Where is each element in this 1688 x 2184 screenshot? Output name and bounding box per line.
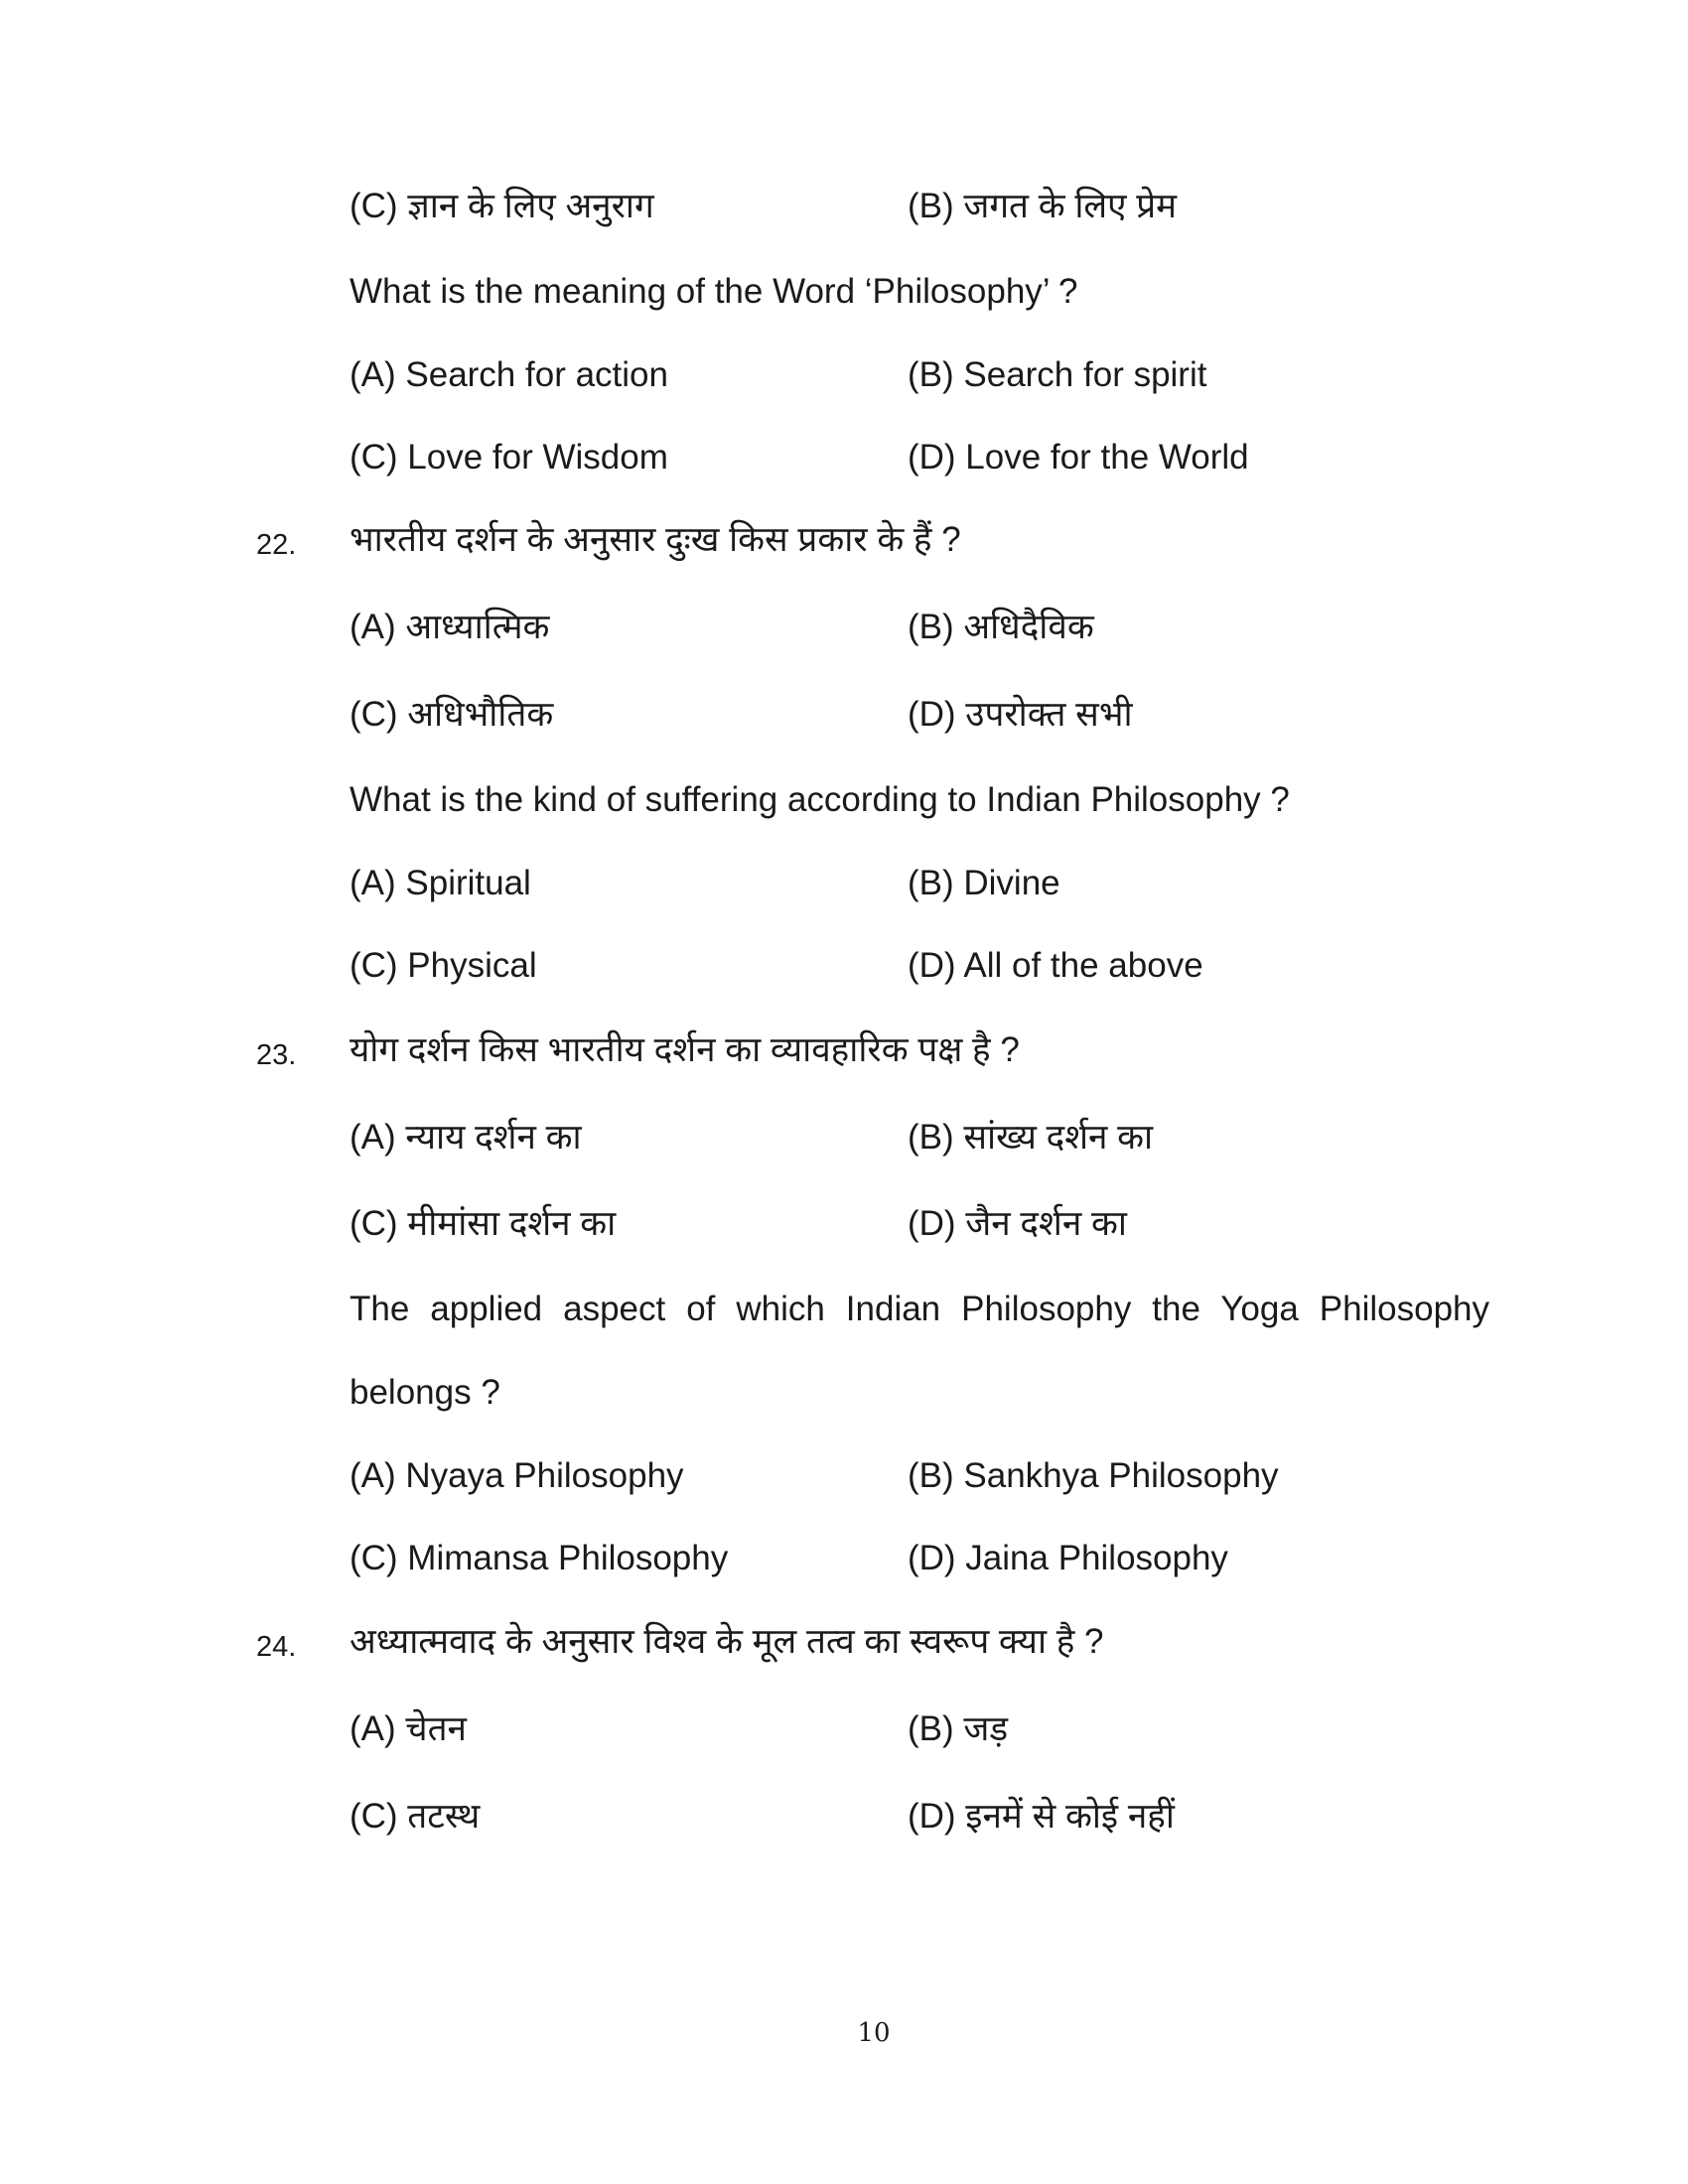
question-text-english: What is the kind of suffering according to Indian Philosophy ? bbox=[350, 780, 1290, 819]
option-a-hindi: (A) न्याय दर्शन का bbox=[350, 1118, 582, 1157]
option-c-hindi: (C) तटस्थ bbox=[350, 1797, 481, 1836]
option-a-english: (A) Search for action bbox=[350, 355, 668, 394]
option-d-hindi: (D) उपरोक्त सभी bbox=[908, 695, 1133, 734]
question-text-hindi: योग दर्शन किस भारतीय दर्शन का व्यावहारिक पक्ष है ? bbox=[350, 1030, 1020, 1069]
option-c-english: (C) Physical bbox=[350, 946, 537, 985]
option-b-hindi: (B) अधिदैविक bbox=[908, 608, 1094, 646]
question-number: 22. bbox=[256, 529, 297, 561]
option-b-english: (B) Divine bbox=[908, 864, 1060, 902]
option-c-english: (C) Love for Wisdom bbox=[350, 438, 668, 477]
option-d-english: (D) Love for the World bbox=[908, 438, 1249, 477]
question-number: 24. bbox=[256, 1631, 297, 1663]
option-a-hindi: (A) आध्यात्मिक bbox=[350, 608, 550, 646]
option-a-english: (A) Nyaya Philosophy bbox=[350, 1456, 684, 1495]
option-c-english: (C) Mimansa Philosophy bbox=[350, 1539, 729, 1577]
question-text-english-continued: belongs ? bbox=[350, 1373, 500, 1412]
question-text-hindi: अध्यात्मवाद के अनुसार विश्व के मूल तत्व का स्वरूप क्या है ? bbox=[350, 1622, 1104, 1661]
option-d-english: (D) All of the above bbox=[908, 946, 1203, 985]
option-b-hindi: (B) जगत के लिए प्रेम bbox=[908, 187, 1178, 225]
option-b-english: (B) Search for spirit bbox=[908, 355, 1207, 394]
option-a-hindi: (A) चेतन bbox=[350, 1709, 467, 1748]
question-text-english: The applied aspect of which Indian Philosophy the Yoga Philosophy bbox=[350, 1290, 1489, 1328]
question-text-hindi: भारतीय दर्शन के अनुसार दुःख किस प्रकार के हैं ? bbox=[350, 520, 961, 559]
option-b-hindi: (B) जड़ bbox=[908, 1709, 1009, 1748]
option-b-hindi: (B) सांख्य दर्शन का bbox=[908, 1118, 1154, 1157]
option-c-hindi: (C) अधिभौतिक bbox=[350, 695, 554, 734]
question-text-english: What is the meaning of the Word ‘Philosophy’ ? bbox=[350, 272, 1078, 311]
option-b-english: (B) Sankhya Philosophy bbox=[908, 1456, 1279, 1495]
option-a-english: (A) Spiritual bbox=[350, 864, 531, 902]
option-d-hindi: (D) जैन दर्शन का bbox=[908, 1204, 1127, 1243]
question-number: 23. bbox=[256, 1039, 297, 1071]
option-d-english: (D) Jaina Philosophy bbox=[908, 1539, 1228, 1577]
page-number: 10 bbox=[857, 2018, 891, 2048]
option-c-hindi: (C) मीमांसा दर्शन का bbox=[350, 1204, 617, 1243]
option-c-hindi: (C) ज्ञान के लिए अनुराग bbox=[350, 187, 654, 225]
option-d-hindi: (D) इनमें से कोई नहीं bbox=[908, 1797, 1175, 1836]
